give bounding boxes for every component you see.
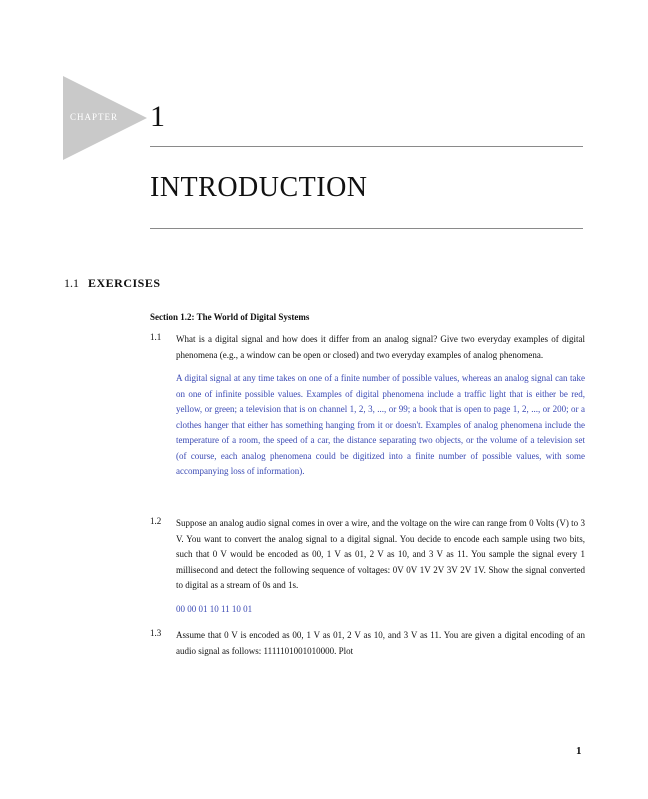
exercise-1-2 — [150, 516, 585, 617]
exercise-question: Suppose an analog audio signal comes in over a wire, and the voltage on the wire can range from 0 Volts (V) to 3 V. You want to convert the analog signal to a digital signal. You decide to encode each sample using two bits, such that 0 V would be encoded as 00, 1 V as 01, 2 V as 10, and 3 V as 11. You sample the signal every 1 millisecond and detect the following sequence of voltages: 0V 0V 1V 2V 3V 2V 1V. Show the signal converted to digital as a stream of 0s and 1s. — [176, 518, 585, 590]
chapter-title: INTRODUCTION — [150, 172, 368, 203]
exercise-question: What is a digital signal and how does it differ from an analog signal? Give two everyday examples of digital phenomena (e.g., a window can be open or closed) and two everyday examples of analog phenomena. — [176, 334, 585, 360]
exercise-answer: A digital signal at any time takes on one of a finite number of possible values, whereas an analog signal can take on one of infinite possible values. Examples of digital phenomena include a traffic light that is either be red, yellow, or green; a television that is on channel 1, 2, 3, ..., or 99; a book that is open to page 1, 2, ..., or 200; or a clothes hanger that either has something hanging from it or doesn't. Examples of analog phenomena include the temperature of a room, the speed of a car, the distance separating two objects, or the volume of a television set (of course, each analog phenomena could be digitized into a finite number of possible values, with some accompanying loss of information). — [176, 373, 585, 476]
subsection-title: Section 1.2: The World of Digital Systems — [150, 312, 310, 322]
section-title: EXERCISES — [88, 276, 161, 290]
section-heading — [64, 276, 161, 291]
exercise-number: 1.3 — [150, 628, 162, 638]
section-number: 1.1 — [64, 276, 79, 290]
divider-top — [150, 146, 583, 147]
exercise-question: Assume that 0 V is encoded as 00, 1 V as 01, 2 V as 10, and 3 V as 11. You are given a digital encoding of an audio signal as follows: 1111101001010000. Plot — [176, 630, 585, 656]
exercise-answer: 00 00 01 10 11 10 01 — [176, 603, 253, 614]
page-number: 1 — [576, 745, 582, 757]
chapter-label: CHAPTER — [70, 112, 119, 122]
chapter-number: 1 — [150, 100, 165, 133]
divider-bottom — [150, 228, 583, 229]
exercise-1-1 — [150, 332, 585, 480]
exercise-number: 1.2 — [150, 516, 162, 526]
exercise-1-3 — [150, 628, 585, 659]
exercise-number: 1.1 — [150, 332, 162, 342]
